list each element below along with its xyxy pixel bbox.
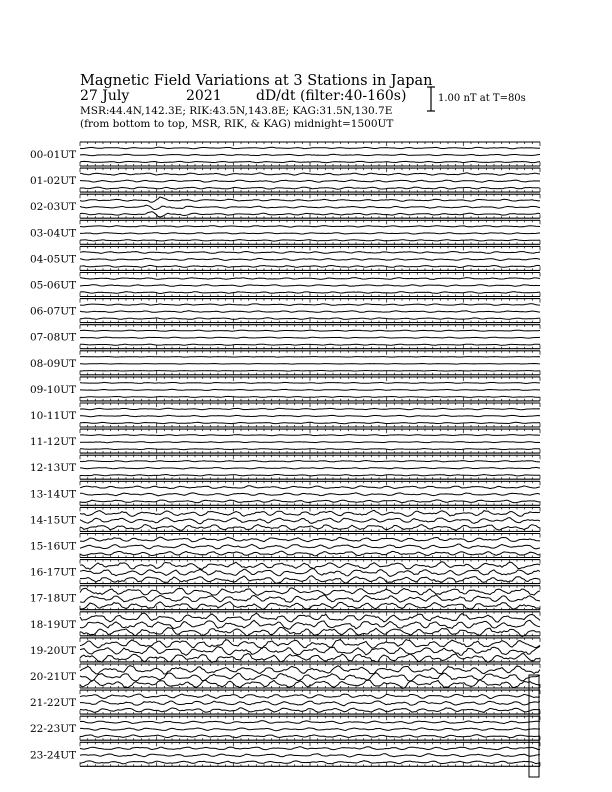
row-label: 17-18UT [30, 592, 77, 605]
hour-row [30, 246, 540, 270]
trace-rik [80, 595, 540, 603]
trace-rik [80, 646, 540, 655]
hour-row [30, 325, 540, 349]
row-ticks [80, 325, 540, 349]
hour-row [30, 586, 540, 610]
trace-rik [80, 467, 540, 469]
row-label: 22-23UT [30, 723, 77, 736]
trace-kag [80, 721, 540, 724]
row-label: 11-12UT [30, 436, 77, 449]
row-label: 16-17UT [30, 566, 77, 579]
scale-bar-icon [427, 87, 435, 111]
row-label: 12-13UT [30, 462, 77, 475]
station-order-note: (from bottom to top, MSR, RIK, & KAG) midnight=1500UT [80, 118, 394, 130]
hour-row [30, 507, 540, 531]
trace-rik [80, 620, 540, 629]
trace-msr [80, 371, 540, 372]
trace-rik [80, 728, 540, 731]
hour-row [30, 299, 540, 323]
trace-kag [80, 330, 540, 331]
trace-rik [80, 258, 540, 260]
row-label: 20-21UT [30, 671, 77, 683]
trace-rik [80, 154, 540, 155]
hour-row [30, 664, 540, 689]
hour-row [30, 220, 540, 244]
trace-rik [80, 205, 540, 209]
trace-rik [80, 415, 540, 416]
trace-msr [80, 475, 540, 476]
row-ticks [80, 586, 540, 610]
trace-kag [80, 147, 540, 149]
trace-kag [80, 226, 540, 228]
date-year: 2021 [186, 88, 222, 104]
trace-rik [80, 180, 540, 182]
row-label: 13-14UT [30, 488, 77, 501]
trace-rik [80, 754, 540, 757]
hour-row [30, 690, 540, 714]
trace-rik [80, 285, 540, 287]
hour-row [30, 742, 540, 766]
trace-rik [80, 233, 540, 234]
trace-rik [80, 442, 540, 443]
row-label: 19-20UT [30, 644, 77, 657]
trace-kag [80, 537, 540, 542]
row-ticks [80, 403, 540, 427]
trace-kag [80, 278, 540, 280]
row-ticks [80, 273, 540, 297]
row-label: 21-22UT [30, 697, 77, 710]
trace-rik [80, 673, 540, 681]
trace-kag [80, 304, 540, 306]
hour-row [30, 351, 540, 375]
trace-kag [80, 694, 540, 699]
hour-row [30, 534, 540, 558]
trace-msr [80, 161, 540, 162]
hour-row [30, 168, 540, 192]
trace-rik [80, 337, 540, 338]
chart-title: Magnetic Field Variations at 3 Stations in Japan [80, 73, 433, 89]
trace-kag [80, 408, 540, 410]
quantity-label: dD/dt (filter:40-160s) [256, 88, 407, 104]
row-label: 01-02UT [30, 175, 77, 188]
row-label: 09-10UT [30, 383, 77, 396]
scale-bar-label: 1.00 nT at T=80s [438, 93, 526, 104]
row-label: 05-06UT [30, 279, 77, 292]
trace-kag [80, 173, 540, 176]
hour-row [30, 403, 540, 427]
trace-msr [80, 396, 540, 397]
row-ticks [80, 429, 540, 453]
row-label: 23-24UT [30, 749, 77, 762]
hour-row [30, 455, 540, 479]
hour-row [30, 273, 540, 297]
hour-row [30, 481, 540, 505]
trace-kag [80, 435, 540, 436]
trace-rik [80, 701, 540, 706]
row-label: 14-15UT [30, 514, 77, 527]
row-label: 03-04UT [30, 227, 77, 240]
trace-rik [80, 493, 540, 496]
trace-kag [80, 461, 540, 462]
row-label: 07-08UT [30, 331, 77, 344]
hour-row [30, 142, 540, 166]
row-label: 08-09UT [30, 357, 77, 370]
row-label: 15-16UT [30, 540, 77, 553]
row-label: 04-05UT [30, 253, 77, 266]
trace-rik [80, 518, 540, 524]
row-label: 02-03UT [30, 201, 77, 214]
hour-row [30, 429, 540, 453]
trace-kag [80, 747, 540, 750]
trace-rik [80, 569, 540, 577]
stations-info: MSR:44.4N,142.3E; RIK:43.5N,143.8E; KAG:31.5N,130.7E [80, 105, 393, 117]
hour-row [30, 716, 540, 740]
trace-kag [80, 357, 540, 358]
hour-row [30, 638, 540, 663]
hour-row [30, 560, 540, 584]
trace-kag [80, 252, 540, 254]
trace-rik [80, 544, 540, 549]
date-day: 27 July [80, 88, 130, 104]
row-label: 06-07UT [30, 305, 77, 318]
hour-row [30, 194, 540, 218]
hour-row [30, 377, 540, 401]
row-ticks [80, 560, 540, 584]
trace-rik [80, 389, 540, 390]
trace-kag [80, 486, 540, 489]
row-label: 18-19UT [30, 618, 77, 631]
row-label: 10-11UT [30, 410, 77, 422]
trace-rik [80, 364, 540, 365]
row-label: 00-01UT [30, 149, 77, 161]
trace-kag [80, 382, 540, 383]
hour-row [30, 612, 540, 637]
trace-rik [80, 311, 540, 313]
